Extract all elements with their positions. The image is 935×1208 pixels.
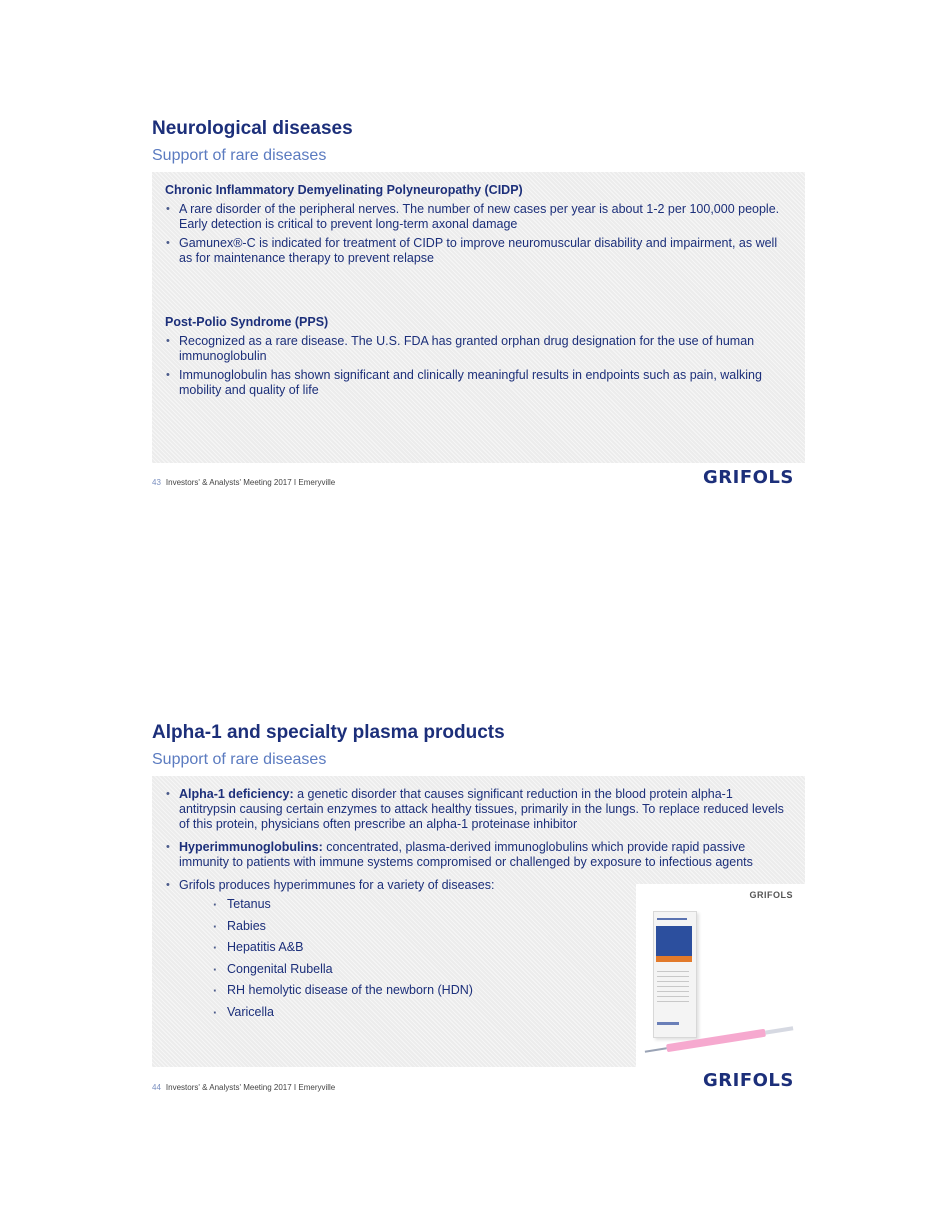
alpha1-term: Alpha-1 deficiency: [179, 787, 294, 801]
pps-bullet: • Immunoglobulin has shown significant and clinically meaningful results in endpoints such as pain, walking mobility and quality of life [165, 368, 790, 398]
slide2-subtitle: Support of rare diseases [152, 751, 327, 768]
pps-bullet: • Recognized as a rare disease. The U.S. FDA has granted orphan drug designation for the use of human immunoglobulin [165, 334, 790, 364]
disease-item: · Congenital Rubella [213, 962, 790, 977]
slide1-content-box [152, 172, 805, 463]
slide2-title: Alpha-1 and specialty plasma products [152, 722, 505, 743]
slide1-subtitle: Support of rare diseases [152, 147, 327, 164]
disease-item: · Tetanus [213, 897, 790, 912]
disease-item: · Hepatitis A&B [213, 940, 790, 955]
disease-item: · RH hemolytic disease of the newborn (HDN) [213, 983, 790, 998]
grifols-produces-text: Grifols produces hyperimmunes for a variety of diseases: [179, 878, 495, 892]
hyperimmune-term: Hyperimmunoglobulins: [179, 840, 323, 854]
slide1-page-number: 43 [152, 478, 161, 487]
hyperimmune-description: concentrated, plasma-derived immunoglobulins which provide rapid passive immunity to patients with immune systems compromised or challenged by exposure to infectious agents [179, 840, 753, 869]
tetanus-product-image [636, 884, 805, 1067]
alpha1-bullet [165, 787, 790, 832]
slide1-title: Neurological diseases [152, 118, 353, 139]
slide1-footer [152, 478, 335, 487]
cidp-bullet: • A rare disorder of the peripheral nerves. The number of new cases per year is about 1-2 per 100,000 people. Early detection is critical to prevent long-term axonal damage [165, 202, 790, 232]
slide2-footer [152, 1083, 335, 1092]
slide2-grifols-logo: GRIFOLS [703, 1070, 794, 1091]
slide1-footer-text: Investors' & Analysts' Meeting 2017 I Emeryville [165, 478, 336, 487]
hyperimmune-bullet [165, 840, 790, 870]
product-grifols-logo: GRIFOLS [749, 890, 793, 900]
cidp-section [165, 183, 790, 270]
disease-item: · Varicella [213, 1005, 790, 1020]
product-box [653, 911, 697, 1038]
pps-heading: Post-Polio Syndrome (PPS) [165, 315, 329, 329]
slide2-page-number: 44 [152, 1083, 161, 1092]
cidp-heading: Chronic Inflammatory Demyelinating Polyneuropathy (CIDP) [165, 183, 523, 197]
disease-item: · Rabies [213, 919, 790, 934]
slide1-grifols-logo: GRIFOLS [703, 467, 794, 488]
alpha1-description: a genetic disorder that causes significant reduction in the blood protein alpha-1 antitrypsin causing certain enzymes to attack healthy tissues, primarily in the lungs. To replace reduced levels of this protein, physicians often prescribe an alpha-1 proteinase inhibitor [179, 787, 784, 831]
cidp-bullet: • Gamunex®-C is indicated for treatment of CIDP to improve neuromuscular disability and impairment, as well as for maintenance therapy to prevent relapse [165, 236, 790, 266]
slide2-footer-text: Investors' & Analysts' Meeting 2017 I Emeryville [165, 1083, 336, 1092]
pps-section [165, 315, 790, 402]
